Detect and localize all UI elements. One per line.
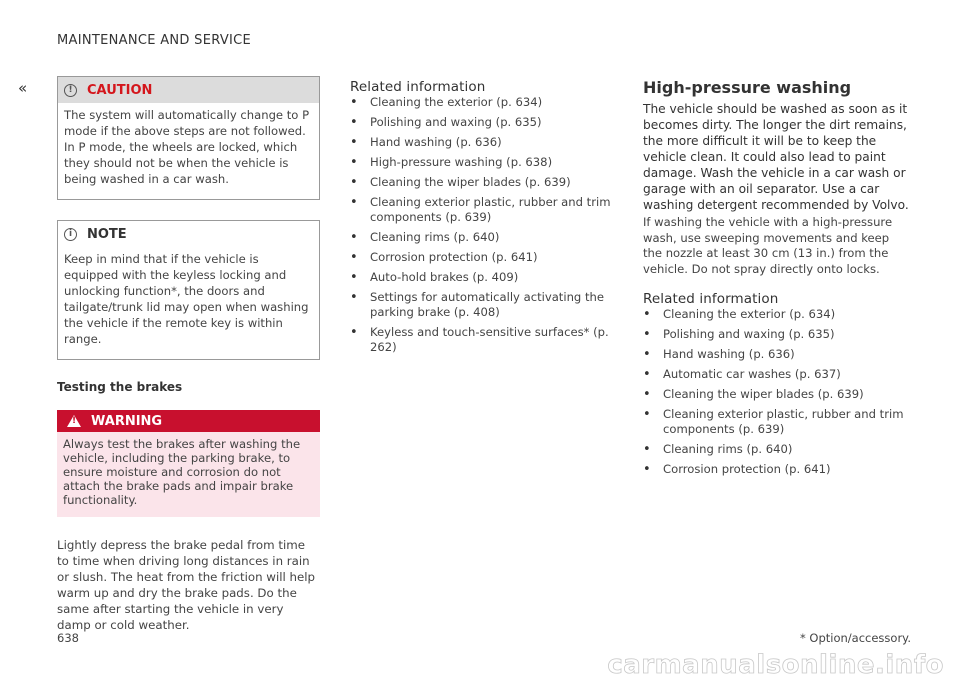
testing-brakes-heading: Testing the brakes: [57, 380, 183, 394]
warning-triangle-icon: [67, 415, 81, 427]
related-link-item[interactable]: • Automatic car washes (p. 637): [643, 367, 911, 382]
related-information-heading: Related information: [643, 291, 779, 307]
footnote: * Option/accessory.: [800, 631, 911, 645]
related-link-item[interactable]: • Cleaning the wiper blades (p. 639): [643, 387, 911, 402]
related-link-item[interactable]: • Corrosion protection (p. 641): [350, 250, 612, 265]
related-link-item[interactable]: • Cleaning rims (p. 640): [350, 230, 612, 245]
caution-header: [58, 77, 319, 103]
caution-label: CAUTION: [87, 82, 153, 98]
related-link-item[interactable]: • Polishing and waxing (p. 635): [643, 327, 911, 342]
related-links-list: [350, 95, 612, 355]
related-link-item[interactable]: • Cleaning the exterior (p. 634): [643, 307, 911, 322]
related-links-list: [643, 307, 911, 477]
brake-paragraph: Lightly depress the brake pedal from time to time when driving long distances in rain or slush. The heat from the friction will help warm up and dry the brake pads. Do the same after starting the vehicle in very damp or cold weather.: [57, 538, 316, 632]
related-link-item[interactable]: • Cleaning the exterior (p. 634): [350, 95, 612, 110]
warning-header: [57, 410, 320, 432]
hp-washing-lead: The vehicle should be washed as soon as it becomes dirty. The longer the dirt remains, the more difficult it will be to keep the vehicle clean. It could also lead to paint damage. Wash the vehicle in a car wash or garage with an oil separator. Use a car washing detergent recommended by Volvo.: [643, 102, 909, 212]
warning-text: Always test the brakes after washing the vehicle, including the parking brake, to ensure moisture and corrosion do not attach the brake pads and impair brake functionality.: [63, 437, 301, 507]
warning-label: WARNING: [91, 413, 163, 429]
related-link-item[interactable]: • Cleaning exterior plastic, rubber and trim components (p. 639): [350, 195, 612, 225]
watermark: [0, 651, 960, 677]
related-link-item[interactable]: • Hand washing (p. 636): [643, 347, 911, 362]
caution-text: The system will automatically change to P mode if the above steps are not followed. In P mode, the wheels are locked, which they should not be when the vehicle is being washed in a car wash.: [64, 108, 310, 186]
related-link-item[interactable]: • High-pressure washing (p. 638): [350, 155, 612, 170]
back-chevrons-icon[interactable]: «: [18, 79, 25, 97]
exclamation-circle-icon: !: [64, 84, 77, 97]
related-link-item[interactable]: • Cleaning rims (p. 640): [643, 442, 911, 457]
info-circle-icon: i: [64, 228, 77, 241]
column-middle: [350, 79, 612, 360]
related-link-item[interactable]: • Settings for automatically activating the parking brake (p. 408): [350, 290, 612, 320]
column-left: [57, 76, 320, 633]
related-information-heading: Related information: [350, 79, 486, 95]
note-box: [57, 220, 320, 360]
hp-washing-body: If washing the vehicle with a high-pressure wash, use sweeping movements and keep the nozzle at least 30 cm (13 in.) from the vehicle. Do not spray directly onto locks.: [643, 215, 893, 276]
caution-box: [57, 76, 320, 200]
related-link-item[interactable]: • Cleaning the wiper blades (p. 639): [350, 175, 612, 190]
related-link-item[interactable]: • Auto-hold brakes (p. 409): [350, 270, 612, 285]
high-pressure-washing-title: High-pressure washing: [643, 78, 852, 97]
related-link-item[interactable]: • Keyless and touch-sensitive surfaces* (p. 262): [350, 325, 612, 355]
warning-box: [57, 410, 320, 517]
related-link-item[interactable]: • Corrosion protection (p. 641): [643, 462, 911, 477]
page-number: 638: [57, 631, 79, 645]
related-link-item[interactable]: • Cleaning exterior plastic, rubber and trim components (p. 639): [643, 407, 911, 437]
note-header: [58, 221, 319, 247]
section-header: MAINTENANCE AND SERVICE: [57, 33, 252, 48]
note-text: Keep in mind that if the vehicle is equipped with the keyless locking and unlocking function*, the doors and tailgate/trunk lid may open when washing the vehicle if the remote key is within range.: [64, 252, 309, 346]
watermark-text: carmanualsonline.info: [607, 651, 944, 677]
column-right: [643, 78, 911, 482]
note-label: NOTE: [87, 226, 127, 242]
related-link-item[interactable]: • Polishing and waxing (p. 635): [350, 115, 612, 130]
related-link-item[interactable]: • Hand washing (p. 636): [350, 135, 612, 150]
